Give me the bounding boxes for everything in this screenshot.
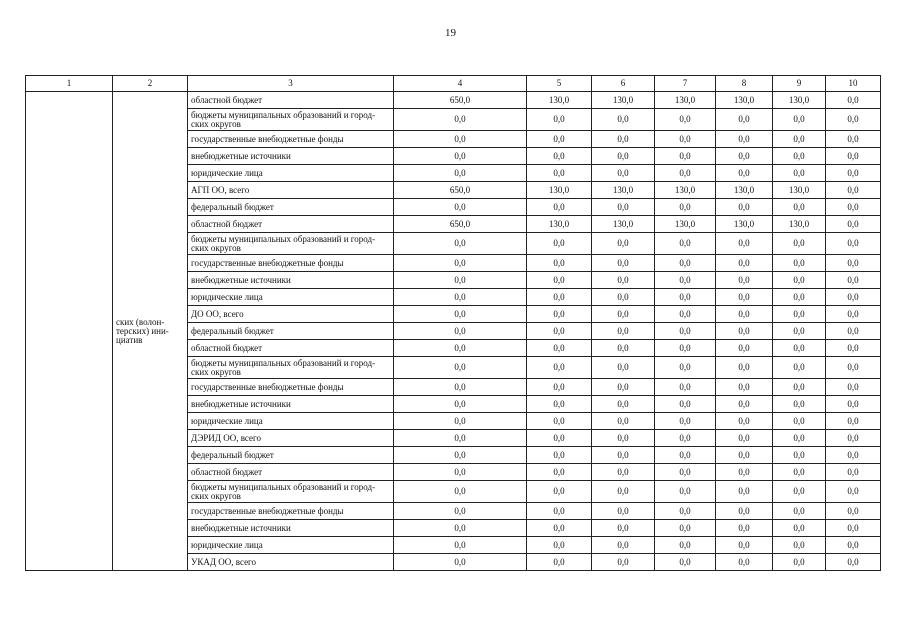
value-cell: 0,0: [394, 430, 527, 447]
value-cell: 0,0: [527, 233, 592, 255]
value-cell: 0,0: [826, 289, 881, 306]
funding-source-cell: внебюджетные источники: [188, 520, 394, 537]
value-cell: 0,0: [592, 165, 655, 182]
col2-text-line: ских (волон-: [116, 316, 165, 327]
value-cell: 0,0: [592, 554, 655, 571]
value-cell: 0,0: [826, 481, 881, 503]
value-cell: 0,0: [716, 357, 773, 379]
value-cell: 0,0: [655, 413, 716, 430]
value-cell: 0,0: [394, 413, 527, 430]
value-cell: 130,0: [527, 216, 592, 233]
header-cell: 3: [188, 76, 394, 92]
value-cell: 130,0: [592, 182, 655, 199]
value-cell: 130,0: [655, 182, 716, 199]
value-cell: 130,0: [716, 92, 773, 109]
value-cell: 0,0: [655, 447, 716, 464]
col2-text-line: терских) ини-: [116, 325, 169, 336]
value-cell: 130,0: [655, 216, 716, 233]
value-cell: 0,0: [592, 323, 655, 340]
value-cell: 130,0: [773, 216, 826, 233]
funding-source-line: ских округов: [191, 366, 241, 377]
value-cell: 0,0: [527, 357, 592, 379]
value-cell: 0,0: [826, 131, 881, 148]
value-cell: 0,0: [527, 306, 592, 323]
value-cell: 0,0: [592, 357, 655, 379]
value-cell: 0,0: [394, 537, 527, 554]
value-cell: 0,0: [527, 255, 592, 272]
funding-source-cell: юридические лица: [188, 289, 394, 306]
value-cell: 0,0: [716, 233, 773, 255]
header-row: [26, 76, 881, 92]
value-cell: 0,0: [716, 520, 773, 537]
value-cell: 0,0: [394, 199, 527, 216]
header-cell: 10: [826, 76, 881, 92]
funding-source-cell: ДО ОО, всего: [188, 306, 394, 323]
value-cell: 0,0: [655, 109, 716, 131]
value-cell: 0,0: [826, 413, 881, 430]
value-cell: 0,0: [655, 520, 716, 537]
value-cell: 0,0: [716, 165, 773, 182]
value-cell: 0,0: [826, 92, 881, 109]
value-cell: 0,0: [394, 481, 527, 503]
value-cell: 0,0: [527, 537, 592, 554]
value-cell: 0,0: [592, 306, 655, 323]
funding-source-cell: государственные внебюджетные фонды: [188, 503, 394, 520]
value-cell: 0,0: [826, 306, 881, 323]
value-cell: 130,0: [527, 92, 592, 109]
value-cell: 0,0: [716, 131, 773, 148]
funding-source-line: бюджеты муниципальных образований и город-: [191, 109, 376, 120]
value-cell: 0,0: [592, 289, 655, 306]
value-cell: 0,0: [394, 379, 527, 396]
value-cell: 0,0: [773, 520, 826, 537]
value-cell: 0,0: [655, 272, 716, 289]
value-cell: 0,0: [826, 464, 881, 481]
value-cell: 0,0: [716, 464, 773, 481]
value-cell: 0,0: [773, 199, 826, 216]
page-number: 19: [445, 27, 456, 39]
value-cell: 0,0: [655, 430, 716, 447]
value-cell: 130,0: [716, 216, 773, 233]
value-cell: 0,0: [592, 233, 655, 255]
value-cell: 0,0: [716, 447, 773, 464]
funding-source-cell: областной бюджет: [188, 340, 394, 357]
value-cell: 0,0: [773, 447, 826, 464]
value-cell: 0,0: [655, 306, 716, 323]
value-cell: 0,0: [773, 464, 826, 481]
value-cell: 0,0: [716, 199, 773, 216]
value-cell: 0,0: [592, 379, 655, 396]
value-cell: 0,0: [394, 396, 527, 413]
value-cell: 0,0: [394, 503, 527, 520]
value-cell: 0,0: [655, 340, 716, 357]
value-cell: 0,0: [773, 289, 826, 306]
value-cell: 0,0: [655, 396, 716, 413]
header-cell: 4: [394, 76, 527, 92]
value-cell: 0,0: [716, 340, 773, 357]
value-cell: 0,0: [527, 413, 592, 430]
value-cell: 0,0: [592, 464, 655, 481]
value-cell: 0,0: [527, 503, 592, 520]
value-cell: 0,0: [716, 255, 773, 272]
col2-text-line: циатив: [116, 334, 143, 345]
value-cell: 0,0: [773, 379, 826, 396]
value-cell: 0,0: [592, 396, 655, 413]
value-cell: 0,0: [826, 182, 881, 199]
funding-source-cell: АГП ОО, всего: [188, 182, 394, 199]
value-cell: 0,0: [826, 340, 881, 357]
funding-source-cell: УКАД ОО, всего: [188, 554, 394, 571]
value-cell: 0,0: [773, 165, 826, 182]
value-cell: 0,0: [394, 306, 527, 323]
value-cell: 0,0: [773, 340, 826, 357]
funding-source-line: ских округов: [191, 490, 241, 501]
value-cell: 0,0: [826, 109, 881, 131]
value-cell: 0,0: [655, 233, 716, 255]
value-cell: 650,0: [394, 92, 527, 109]
value-cell: 0,0: [527, 165, 592, 182]
value-cell: 0,0: [592, 199, 655, 216]
value-cell: 0,0: [394, 255, 527, 272]
value-cell: 0,0: [527, 199, 592, 216]
value-cell: 0,0: [394, 520, 527, 537]
funding-source-cell: внебюджетные источники: [188, 148, 394, 165]
value-cell: 0,0: [592, 109, 655, 131]
value-cell: 0,0: [592, 255, 655, 272]
value-cell: 0,0: [655, 554, 716, 571]
funding-source-line: бюджеты муниципальных образований и город-: [191, 481, 376, 492]
value-cell: 0,0: [773, 272, 826, 289]
value-cell: 0,0: [716, 430, 773, 447]
funding-source-cell: федеральный бюджет: [188, 199, 394, 216]
value-cell: 0,0: [527, 379, 592, 396]
value-cell: 0,0: [773, 357, 826, 379]
value-cell: 0,0: [655, 131, 716, 148]
value-cell: 0,0: [655, 357, 716, 379]
funding-source-line: ских округов: [191, 242, 241, 253]
value-cell: 0,0: [716, 503, 773, 520]
value-cell: 0,0: [716, 379, 773, 396]
value-cell: 0,0: [592, 520, 655, 537]
value-cell: 0,0: [826, 357, 881, 379]
value-cell: 0,0: [773, 554, 826, 571]
value-cell: 0,0: [527, 481, 592, 503]
value-cell: 0,0: [394, 323, 527, 340]
value-cell: 0,0: [527, 109, 592, 131]
funding-source-cell: государственные внебюджетные фонды: [188, 131, 394, 148]
value-cell: 0,0: [592, 148, 655, 165]
value-cell: 0,0: [592, 272, 655, 289]
value-cell: 130,0: [655, 92, 716, 109]
value-cell: 0,0: [716, 306, 773, 323]
value-cell: 0,0: [655, 255, 716, 272]
value-cell: 0,0: [826, 537, 881, 554]
value-cell: 0,0: [527, 323, 592, 340]
value-cell: 130,0: [527, 182, 592, 199]
value-cell: 0,0: [826, 379, 881, 396]
value-cell: 0,0: [826, 396, 881, 413]
value-cell: 0,0: [655, 165, 716, 182]
funding-source-cell: юридические лица: [188, 413, 394, 430]
funding-source-cell: юридические лица: [188, 537, 394, 554]
value-cell: 0,0: [826, 503, 881, 520]
value-cell: 0,0: [394, 131, 527, 148]
value-cell: 0,0: [773, 430, 826, 447]
value-cell: 0,0: [716, 148, 773, 165]
table-body: [26, 92, 881, 571]
value-cell: 0,0: [394, 148, 527, 165]
funding-source-line: ских округов: [191, 118, 241, 129]
funding-source-cell: федеральный бюджет: [188, 447, 394, 464]
value-cell: 0,0: [716, 413, 773, 430]
value-cell: 0,0: [773, 233, 826, 255]
value-cell: 0,0: [773, 148, 826, 165]
value-cell: 0,0: [773, 323, 826, 340]
header-cell: 6: [592, 76, 655, 92]
value-cell: 0,0: [826, 165, 881, 182]
value-cell: 0,0: [394, 357, 527, 379]
value-cell: 0,0: [527, 272, 592, 289]
funding-source-line: бюджеты муниципальных образований и город-: [191, 357, 376, 368]
value-cell: 0,0: [527, 289, 592, 306]
budget-table: [25, 75, 881, 571]
value-cell: 0,0: [527, 554, 592, 571]
col2-merged-cell: [113, 92, 188, 571]
value-cell: 0,0: [826, 216, 881, 233]
value-cell: 0,0: [826, 323, 881, 340]
value-cell: 0,0: [826, 148, 881, 165]
value-cell: 0,0: [394, 289, 527, 306]
value-cell: 0,0: [655, 199, 716, 216]
header-cell: 1: [26, 76, 113, 92]
value-cell: 130,0: [773, 182, 826, 199]
value-cell: 0,0: [716, 396, 773, 413]
value-cell: 0,0: [655, 148, 716, 165]
funding-source-cell: областной бюджет: [188, 464, 394, 481]
col1-merged-cell: [26, 92, 113, 571]
value-cell: 0,0: [773, 109, 826, 131]
value-cell: 0,0: [592, 340, 655, 357]
value-cell: 0,0: [592, 537, 655, 554]
value-cell: 0,0: [716, 481, 773, 503]
value-cell: 0,0: [655, 323, 716, 340]
value-cell: 0,0: [394, 554, 527, 571]
value-cell: 0,0: [655, 464, 716, 481]
funding-source-cell: внебюджетные источники: [188, 396, 394, 413]
value-cell: 0,0: [527, 396, 592, 413]
value-cell: 0,0: [394, 109, 527, 131]
value-cell: 0,0: [592, 447, 655, 464]
value-cell: 0,0: [826, 199, 881, 216]
funding-source-cell: государственные внебюджетные фонды: [188, 379, 394, 396]
value-cell: 130,0: [773, 92, 826, 109]
value-cell: 0,0: [592, 413, 655, 430]
funding-source-cell: [188, 233, 394, 255]
value-cell: 0,0: [826, 554, 881, 571]
header-cell: 7: [655, 76, 716, 92]
value-cell: 0,0: [527, 520, 592, 537]
value-cell: 0,0: [527, 340, 592, 357]
table-row: [26, 92, 881, 109]
value-cell: 0,0: [655, 503, 716, 520]
value-cell: 0,0: [527, 148, 592, 165]
value-cell: 0,0: [773, 131, 826, 148]
value-cell: 0,0: [773, 503, 826, 520]
value-cell: 650,0: [394, 216, 527, 233]
funding-source-cell: [188, 481, 394, 503]
value-cell: 0,0: [773, 306, 826, 323]
value-cell: 650,0: [394, 182, 527, 199]
value-cell: 0,0: [826, 233, 881, 255]
funding-source-cell: ДЭРИД ОО, всего: [188, 430, 394, 447]
value-cell: 0,0: [716, 272, 773, 289]
funding-source-cell: государственные внебюджетные фонды: [188, 255, 394, 272]
value-cell: 0,0: [826, 430, 881, 447]
value-cell: 0,0: [394, 272, 527, 289]
value-cell: 0,0: [592, 503, 655, 520]
funding-source-line: бюджеты муниципальных образований и город-: [191, 233, 376, 244]
value-cell: 0,0: [394, 233, 527, 255]
funding-source-cell: [188, 109, 394, 131]
value-cell: 0,0: [394, 464, 527, 481]
funding-source-cell: внебюджетные источники: [188, 272, 394, 289]
value-cell: 0,0: [394, 340, 527, 357]
value-cell: 130,0: [716, 182, 773, 199]
funding-source-cell: юридические лица: [188, 165, 394, 182]
value-cell: 0,0: [527, 430, 592, 447]
header-cell: 9: [773, 76, 826, 92]
funding-source-cell: областной бюджет: [188, 216, 394, 233]
value-cell: 0,0: [826, 447, 881, 464]
value-cell: 0,0: [592, 481, 655, 503]
value-cell: 0,0: [826, 272, 881, 289]
value-cell: 0,0: [655, 379, 716, 396]
value-cell: 0,0: [394, 447, 527, 464]
value-cell: 0,0: [394, 165, 527, 182]
value-cell: 0,0: [773, 413, 826, 430]
value-cell: 0,0: [655, 481, 716, 503]
funding-source-cell: [188, 357, 394, 379]
value-cell: 0,0: [826, 255, 881, 272]
value-cell: 0,0: [716, 109, 773, 131]
value-cell: 0,0: [655, 537, 716, 554]
value-cell: 0,0: [716, 323, 773, 340]
header-cell: 8: [716, 76, 773, 92]
funding-source-cell: федеральный бюджет: [188, 323, 394, 340]
value-cell: 0,0: [773, 481, 826, 503]
value-cell: 130,0: [592, 216, 655, 233]
value-cell: 0,0: [655, 289, 716, 306]
value-cell: 0,0: [773, 537, 826, 554]
value-cell: 0,0: [592, 430, 655, 447]
value-cell: 0,0: [716, 289, 773, 306]
value-cell: 0,0: [716, 554, 773, 571]
value-cell: 0,0: [716, 537, 773, 554]
value-cell: 0,0: [527, 464, 592, 481]
value-cell: 0,0: [592, 131, 655, 148]
value-cell: 0,0: [773, 396, 826, 413]
value-cell: 0,0: [527, 447, 592, 464]
header-cell: 5: [527, 76, 592, 92]
funding-source-cell: областной бюджет: [188, 92, 394, 109]
value-cell: 0,0: [773, 255, 826, 272]
value-cell: 0,0: [527, 131, 592, 148]
value-cell: 0,0: [826, 520, 881, 537]
value-cell: 130,0: [592, 92, 655, 109]
header-cell: 2: [113, 76, 188, 92]
